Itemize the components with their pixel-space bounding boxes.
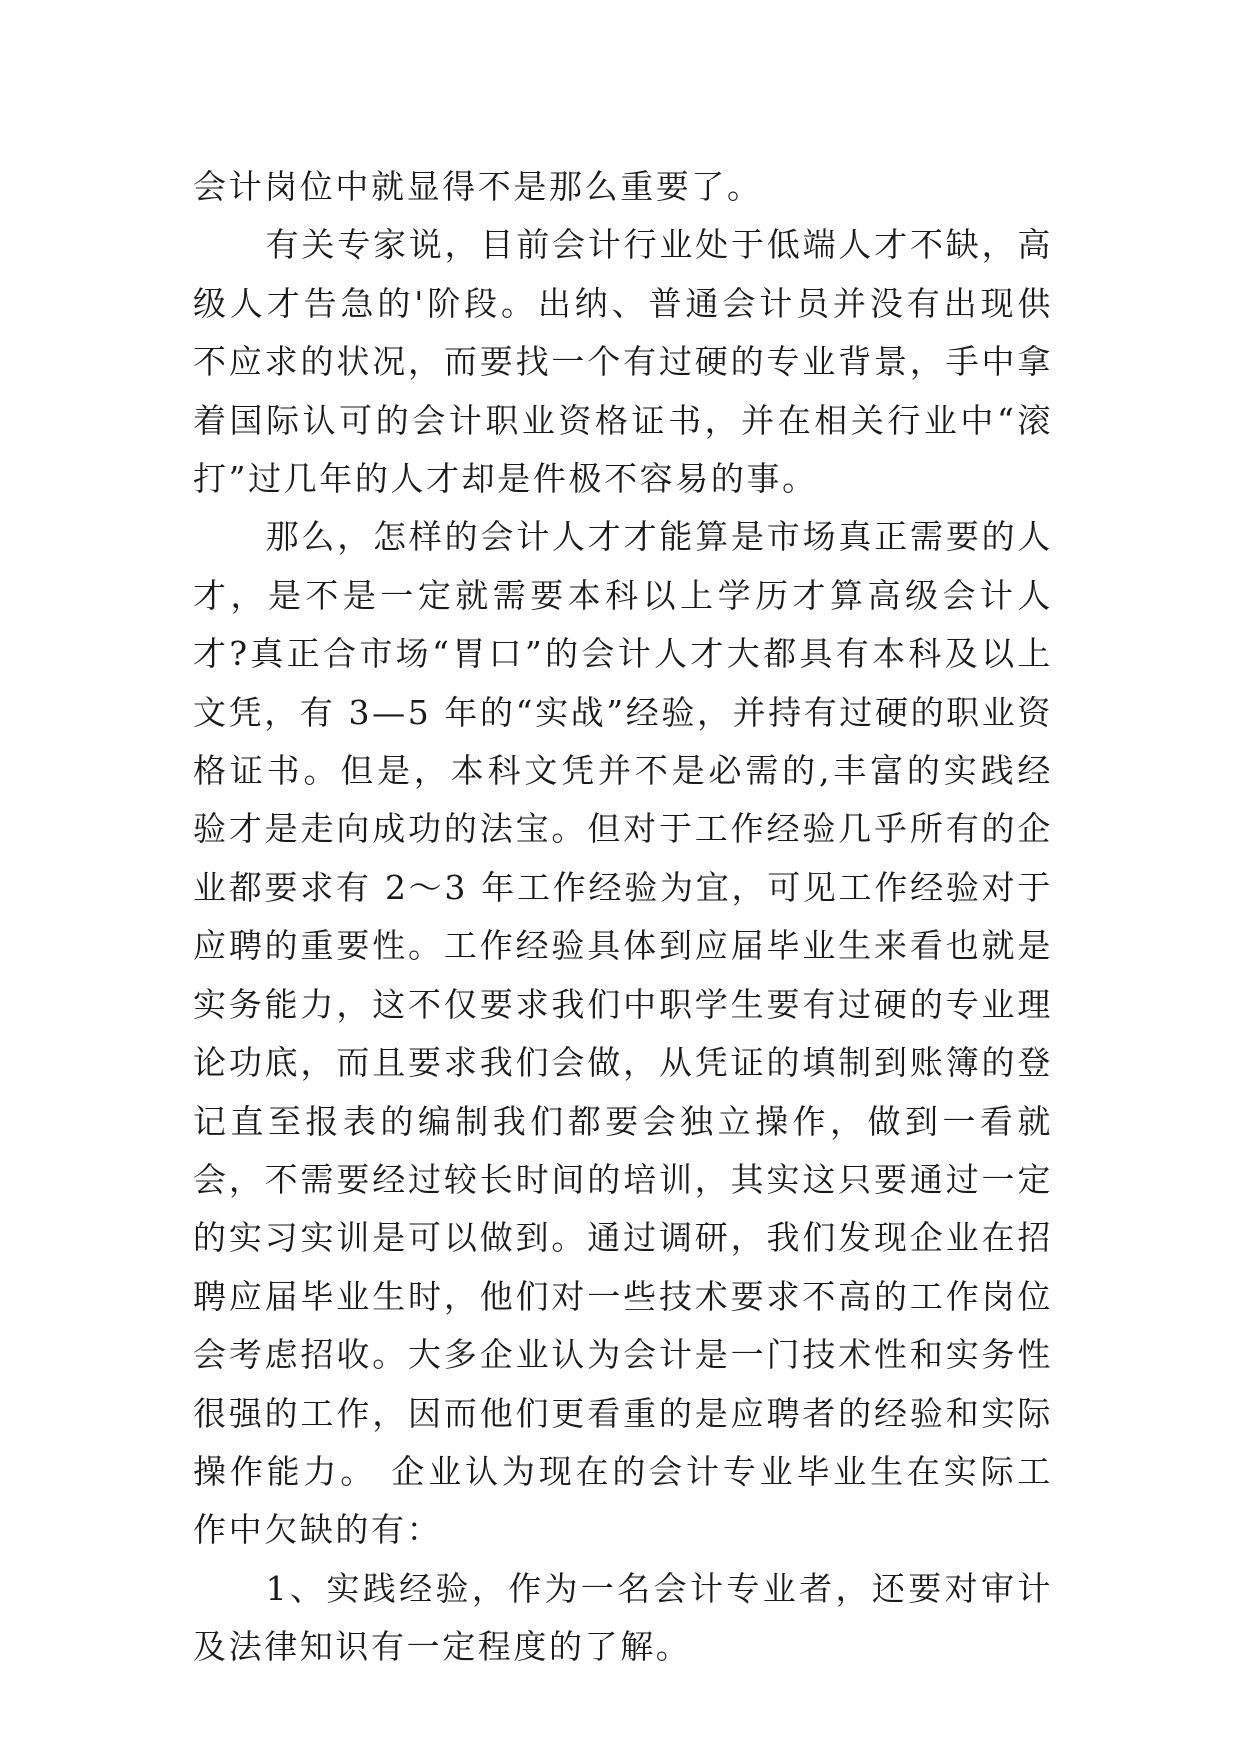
paragraph-list-item-1: 1、实践经验，作为一名会计专业者，还要对审计及法律知识有一定程度的了解。: [193, 1568, 1053, 1667]
paragraph-expert-opinion: 有关专家说，目前会计行业处于低端人才不缺，高级人才告急的'阶段。出纳、普通会计员并没有出现供不应求的状况，而要找一个有过硬的专业背景，手中拿着国际认可的会计职业资格证书，并在相关行业中“滚打”过几年的人才却是件极不容易的事。: [193, 225, 1053, 499]
document-page: [193, 158, 1053, 1677]
paragraph-continuation: 会计岗位中就显得不是那么重要了。: [193, 167, 763, 206]
paragraph-talent-requirements: 那么，怎样的会计人才才能算是市场真正需要的人才，是不是一定就需要本科以上学历才算高级会计人才?真正合市场“胃口”的会计人才大都具有本科及以上文凭，有 3—5 年的“实战”经验，并持有过硬的职业资格证书。但是，本科文凭并不是必需的,丰富的实践经验才是走向成功的法宝。但对于工作经验几乎所有的企业都要求有 2～3 年工作经验为宜，可见工作经验对于应聘的重要性。工作经验具体到应届毕业生来看也就是实务能力，这不仅要求我们中职学生要有过硬的专业理论功底，而且要求我们会做，从凭证的填制到账簿的登记直至报表的编制我们都要会独立操作，做到一看就会，不需要经过较长时间的培训，其实这只要通过一定的实习实训是可以做到。通过调研，我们发现企业在招聘应届毕业生时，他们对一些技术要求不高的工作岗位会考虑招收。大多企业认为会计是一门技术性和实务性很强的工作，因而他们更看重的是应聘者的经验和实际操作能力。 企业认为现在的会计专业毕业生在实际工作中欠缺的有：: [193, 517, 1053, 1550]
